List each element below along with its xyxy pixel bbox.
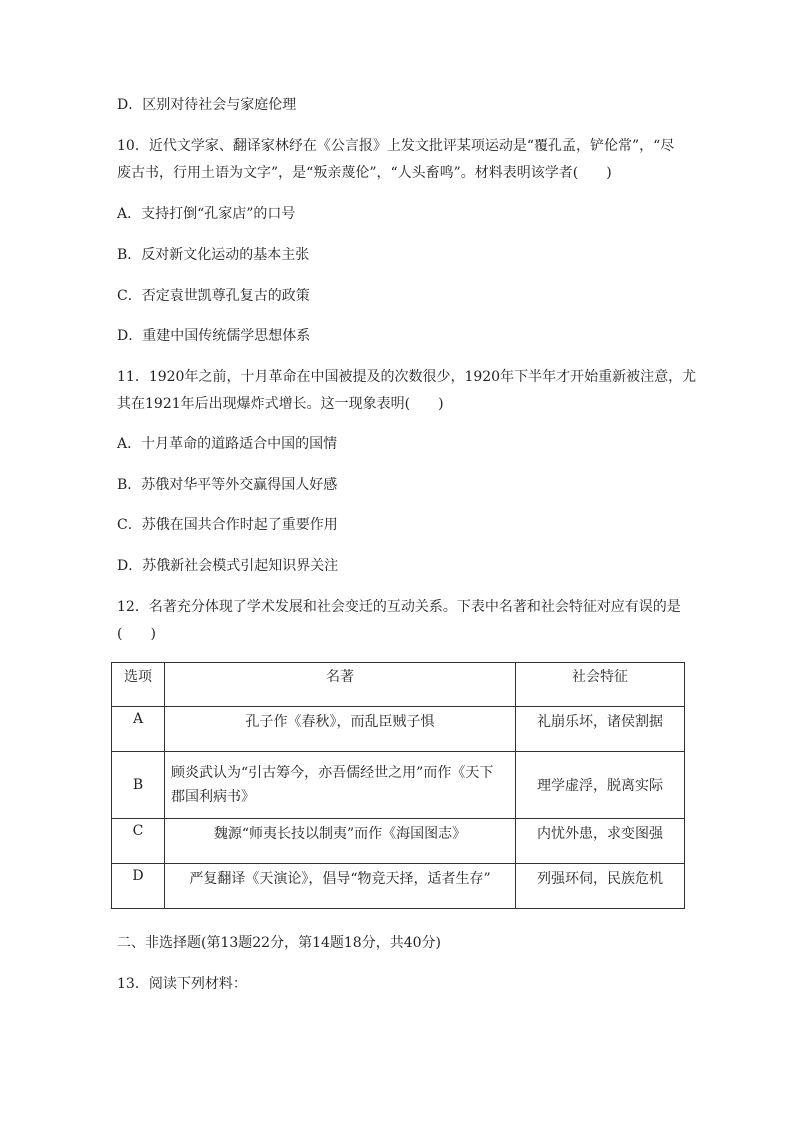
q11-option-b: B．苏俄对华平等外交赢得国人好感	[117, 477, 338, 493]
table-cell-work-line1: 顾炎武认为“引古筹今，亦吾儒经世之用”而作《天下	[171, 765, 494, 781]
q12-table	[111, 662, 685, 909]
q10-option-b: B．反对新文化运动的基本主张	[117, 247, 310, 263]
table-cell-trait: 理学虚浮，脱离实际	[516, 752, 685, 819]
table-header-option: 选项	[112, 663, 165, 707]
q11-option-d: D．苏俄新社会模式引起知识界关注	[117, 558, 339, 574]
table-cell-work: 严复翻译《天演论》，倡导“物竞天择，适者生存”	[165, 864, 516, 909]
q10-option-c: C．否定袁世凯尊孔复古的政策	[117, 288, 310, 304]
table-cell-trait: 内忧外患，求变图强	[516, 819, 685, 864]
q10-stem-line1: 10．近代文学家、翻译家林纾在《公言报》上发文批评某项运动是“覆孔孟，铲伦常”，“尽	[117, 138, 675, 154]
q10-option-a: A．支持打倒“孔家店”的口号	[117, 206, 296, 222]
table-row	[112, 819, 685, 864]
table-header-trait: 社会特征	[516, 663, 685, 707]
q12-stem-line1: 12．名著充分体现了学术发展和社会变迁的互动关系。下表中名著和社会特征对应有误的是	[117, 599, 681, 615]
table-cell-option: D	[112, 864, 165, 909]
table-cell-work	[165, 752, 516, 819]
table-row	[112, 707, 685, 752]
q11-stem-line2: 其在1921年后出现爆炸式增长。这一现象表明( )	[117, 396, 444, 412]
table-header-work: 名著	[165, 663, 516, 707]
q12-stem-line2: ( )	[117, 626, 156, 642]
table-row	[112, 752, 685, 819]
q10-option-d: D．重建中国传统儒学思想体系	[117, 328, 311, 344]
section-heading: 二、非选择题(第13题22分，第14题18分，共40分)	[117, 935, 441, 951]
table-cell-work: 魏源“师夷长技以制夷”而作《海国图志》	[165, 819, 516, 864]
table-cell-trait: 礼崩乐坏，诸侯割据	[516, 707, 685, 752]
table-cell-option: B	[112, 752, 165, 819]
table-cell-option: A	[112, 707, 165, 752]
table-row	[112, 864, 685, 909]
table-header-row	[112, 663, 685, 707]
table-cell-trait: 列强环伺，民族危机	[516, 864, 685, 909]
q13-stem: 13．阅读下列材料：	[117, 976, 247, 992]
q11-stem-line1: 11．1920年之前，十月革命在中国被提及的次数很少，1920年下半年才开始重新被注意，尤	[117, 369, 697, 385]
q11-option-c: C．苏俄在国共合作时起了重要作用	[117, 517, 338, 533]
table-cell-option: C	[112, 819, 165, 864]
table-cell-work-line2: 郡国利病书》	[171, 789, 255, 805]
q11-option-a: A．十月革命的道路适合中国的国情	[117, 436, 338, 452]
table-cell-work: 孔子作《春秋》，而乱臣贼子惧	[165, 707, 516, 752]
q10-stem-line2: 废古书，行用土语为文字”，是“叛亲蔑伦”，“人头畜鸣”。材料表明该学者( )	[117, 165, 612, 181]
q9-option-d: D．区别对待社会与家庭伦理	[117, 97, 297, 113]
